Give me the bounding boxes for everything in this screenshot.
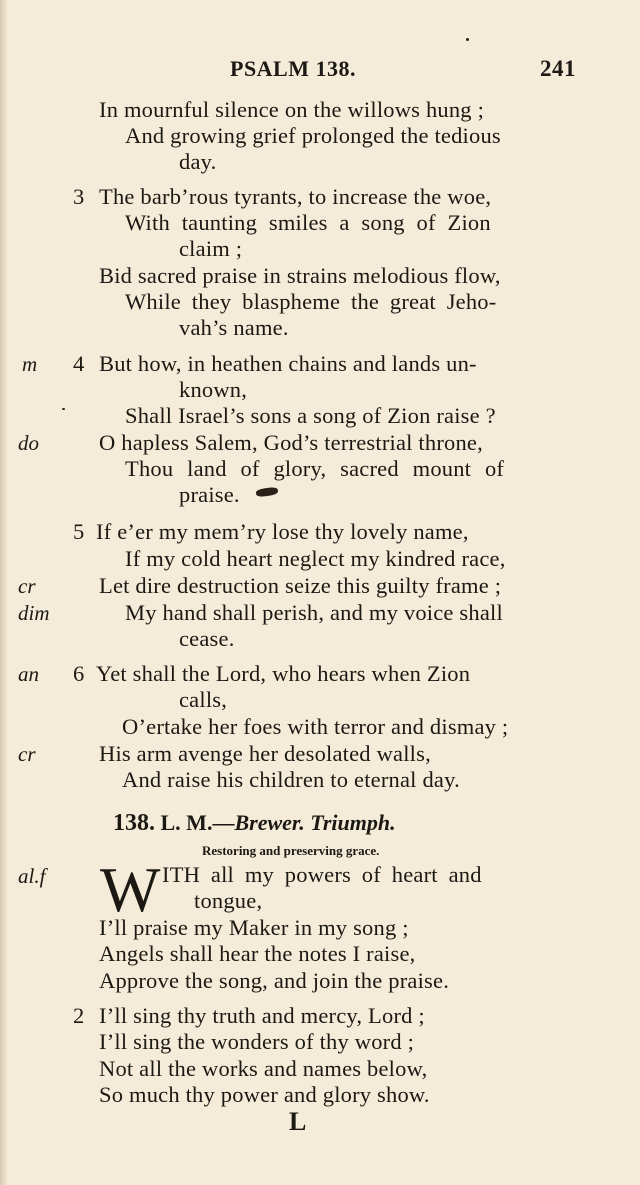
verse-line: And growing grief prolonged the tedious xyxy=(125,123,501,148)
margin-mark: cr xyxy=(18,742,36,766)
ink-speck xyxy=(466,38,469,41)
margin-mark: do xyxy=(18,431,39,455)
verse-line: Angels shall hear the notes I raise, xyxy=(99,941,416,966)
verse-line: known, xyxy=(179,377,248,402)
verse-line: Shall Israel’s sons a song of Zion raise ? xyxy=(125,403,496,428)
verse-line: My hand shall perish, and my voice shall xyxy=(125,600,503,625)
stanza-number: 3 xyxy=(73,184,85,209)
verse-line: Thou land of glory, sacred mount of xyxy=(125,456,505,481)
margin-mark: al.f xyxy=(18,864,46,888)
running-title: PSALM 138. xyxy=(230,56,356,81)
verse-line: While they blaspheme the great Jeho- xyxy=(125,289,497,314)
verse-line: calls, xyxy=(179,687,228,712)
ink-speck xyxy=(62,408,65,410)
verse-line: I’ll sing the wonders of thy word ; xyxy=(99,1029,415,1054)
verse-line: If my cold heart neglect my kindred race, xyxy=(125,546,506,571)
page-number: 241 xyxy=(540,56,576,81)
verse-line: And raise his children to eternal day. xyxy=(122,767,460,792)
margin-mark: dim xyxy=(18,601,50,625)
stanza-number: 6 xyxy=(73,661,85,686)
verse-line: But how, in heathen chains and lands un- xyxy=(99,351,477,376)
verse-line: O hapless Salem, God’s terrestrial throne, xyxy=(99,430,483,455)
verse-line: I’ll praise my Maker in my song ; xyxy=(99,915,409,940)
hymn-tunes: Brewer. Triumph. xyxy=(234,810,396,835)
verse-line: Let dire destruction seize this guilty frame ; xyxy=(99,573,502,598)
page-edge-shadow xyxy=(0,0,8,1185)
hymn-meter: L. M.— xyxy=(160,810,235,835)
verse-line: So much thy power and glory show. xyxy=(99,1082,430,1107)
verse-line: With taunting smiles a song of Zion xyxy=(125,210,491,235)
hymn-subtitle: Restoring and preserving grace. xyxy=(202,843,380,858)
verse-line: If e’er my mem’ry lose thy lovely name, xyxy=(96,519,469,544)
stanza-number: 2 xyxy=(73,1003,85,1028)
verse-line: cease. xyxy=(179,626,235,651)
verse-line: O’ertake her foes with terror and dismay ; xyxy=(122,714,509,739)
verse-line: day. xyxy=(179,149,217,174)
signature-mark: L xyxy=(289,1107,307,1136)
verse-line: Yet shall the Lord, who hears when Zion xyxy=(96,661,471,686)
verse-line: vah’s name. xyxy=(179,315,289,340)
verse-line: claim ; xyxy=(179,236,243,261)
margin-mark: cr xyxy=(18,574,36,598)
verse-line: praise. xyxy=(179,482,240,507)
margin-mark: m xyxy=(22,352,38,376)
margin-mark: an xyxy=(18,662,39,686)
verse-line: Approve the song, and join the praise. xyxy=(99,968,450,993)
verse-line: His arm avenge her desolated walls, xyxy=(99,741,431,766)
verse-line: In mournful silence on the willows hung ; xyxy=(99,97,485,122)
ink-blot xyxy=(256,487,279,498)
verse-line: I’ll sing thy truth and mercy, Lord ; xyxy=(99,1003,425,1028)
hymn-number: 138. xyxy=(113,810,155,836)
verse-line: Bid sacred praise in strains melodious flow, xyxy=(99,263,501,288)
drop-cap: W xyxy=(100,854,161,925)
verse-line: The barb’rous tyrants, to increase the woe, xyxy=(99,184,492,209)
verse-line: ITH all my powers of heart and xyxy=(162,862,482,887)
verse-line: Not all the works and names below, xyxy=(99,1056,428,1081)
stanza-number: 5 xyxy=(73,519,85,544)
stanza-number: 4 xyxy=(73,351,85,376)
hymn-heading xyxy=(113,810,396,837)
verse-line: tongue, xyxy=(194,888,263,913)
